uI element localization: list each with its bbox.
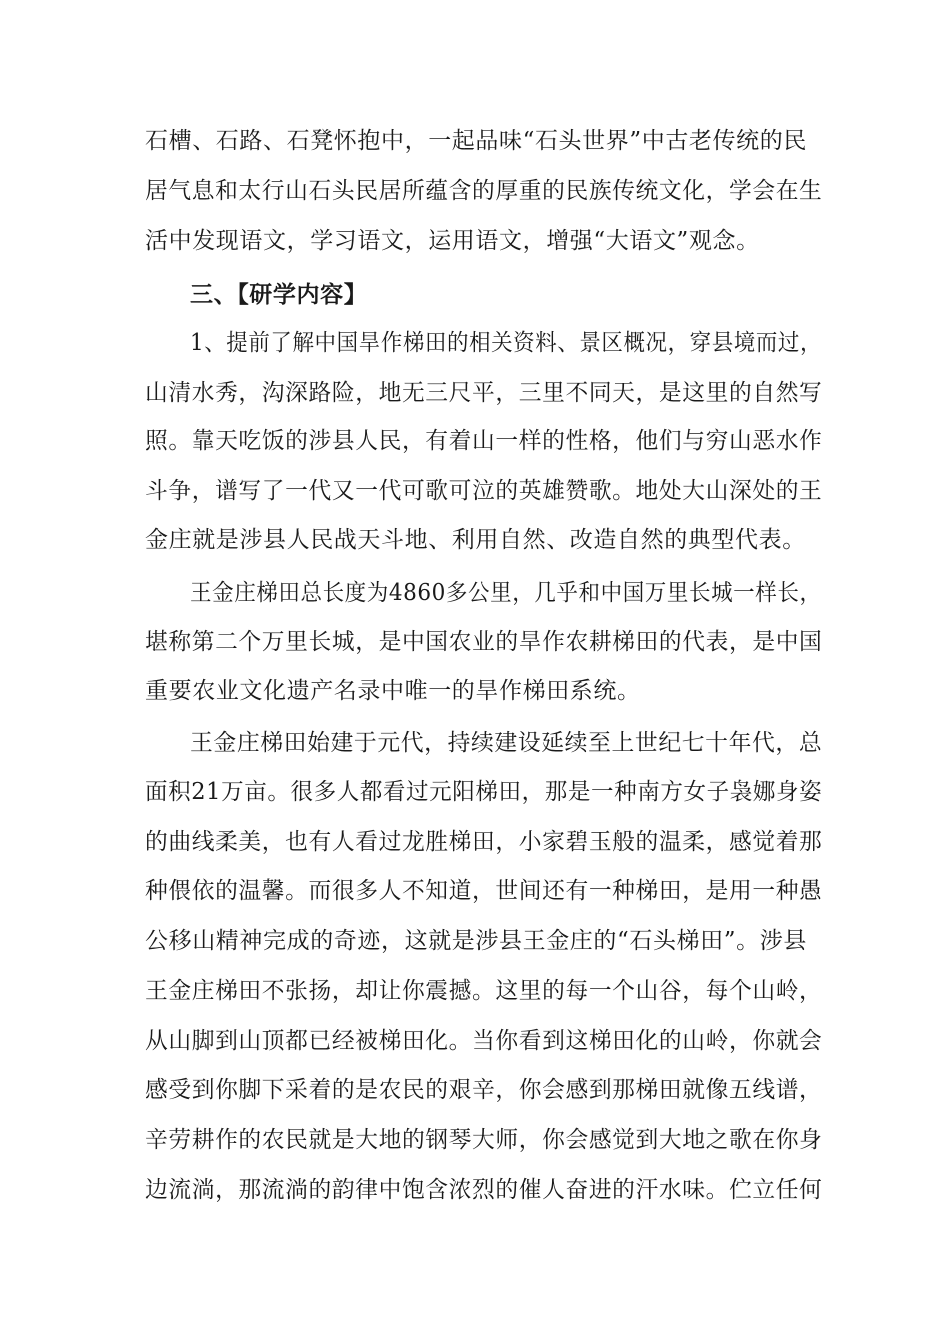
- paragraph-line: 王金庄梯田始建于元代，持续建设延续至上世纪七十年代，总: [190, 730, 823, 756]
- paragraph-line: 王金庄梯田总长度为4860多公里，几乎和中国万里长城一样长，: [190, 580, 822, 606]
- paragraph-line: 面积21万亩。很多人都看过元阳梯田，那是一种南方女子袅娜身姿: [145, 779, 823, 805]
- paragraph-line: 照。靠天吃饭的涉县人民，有着山一样的性格，他们与穷山恶水作: [145, 428, 823, 454]
- paragraph-line: 王金庄梯田不张扬，却让你震撼。这里的每一个山谷，每个山岭，: [145, 978, 823, 1004]
- paragraph-line: 山清水秀，沟深路险，地无三尺平，三里不同天，是这里的自然写: [145, 380, 823, 406]
- paragraph-line: 石槽、石路、石凳怀抱中，一起品味“石头世界”中古老传统的民: [145, 128, 807, 154]
- paragraph-line: 居气息和太行山石头民居所蕴含的厚重的民族传统文化，学会在生: [145, 178, 823, 204]
- paragraph-line: 边流淌，那流淌的韵律中饱含浓烈的催人奋进的汗水味。伫立任何: [145, 1177, 823, 1203]
- paragraph-line: 从山脚到山顶都已经被梯田化。当你看到这梯田化的山岭，你就会: [145, 1028, 823, 1054]
- paragraph-line: 1、提前了解中国旱作梯田的相关资料、景区概况，穿县境而过，: [190, 330, 823, 356]
- paragraph-line: 斗争，谱写了一代又一代可歌可泣的英雄赞歌。地处大山深处的王: [145, 478, 823, 504]
- paragraph-line: 种偎依的温馨。而很多人不知道，世间还有一种梯田，是用一种愚: [145, 878, 823, 904]
- paragraph-line: 活中发现语文，学习语文，运用语文，增强“大语文”观念。: [145, 228, 760, 254]
- paragraph-line: 的曲线柔美，也有人看过龙胜梯田，小家碧玉般的温柔，感觉着那: [145, 829, 823, 855]
- paragraph-line: 公移山精神完成的奇迹，这就是涉县王金庄的“石头梯田”。涉县: [145, 928, 807, 954]
- paragraph-line: 金庄就是涉县人民战天斗地、利用自然、改造自然的典型代表。: [145, 527, 806, 553]
- section-heading: 三、【研学内容】: [190, 281, 368, 308]
- paragraph-line: 辛劳耕作的农民就是大地的钢琴大师，你会感觉到大地之歌在你身: [145, 1127, 823, 1153]
- paragraph-line: 堪称第二个万里长城，是中国农业的旱作农耕梯田的代表，是中国: [145, 629, 823, 655]
- paragraph-line: 重要农业文化遗产名录中唯一的旱作梯田系统。: [145, 678, 641, 704]
- paragraph-line: 感受到你脚下采着的是农民的艰辛，你会感到那梯田就像五线谱，: [145, 1077, 823, 1103]
